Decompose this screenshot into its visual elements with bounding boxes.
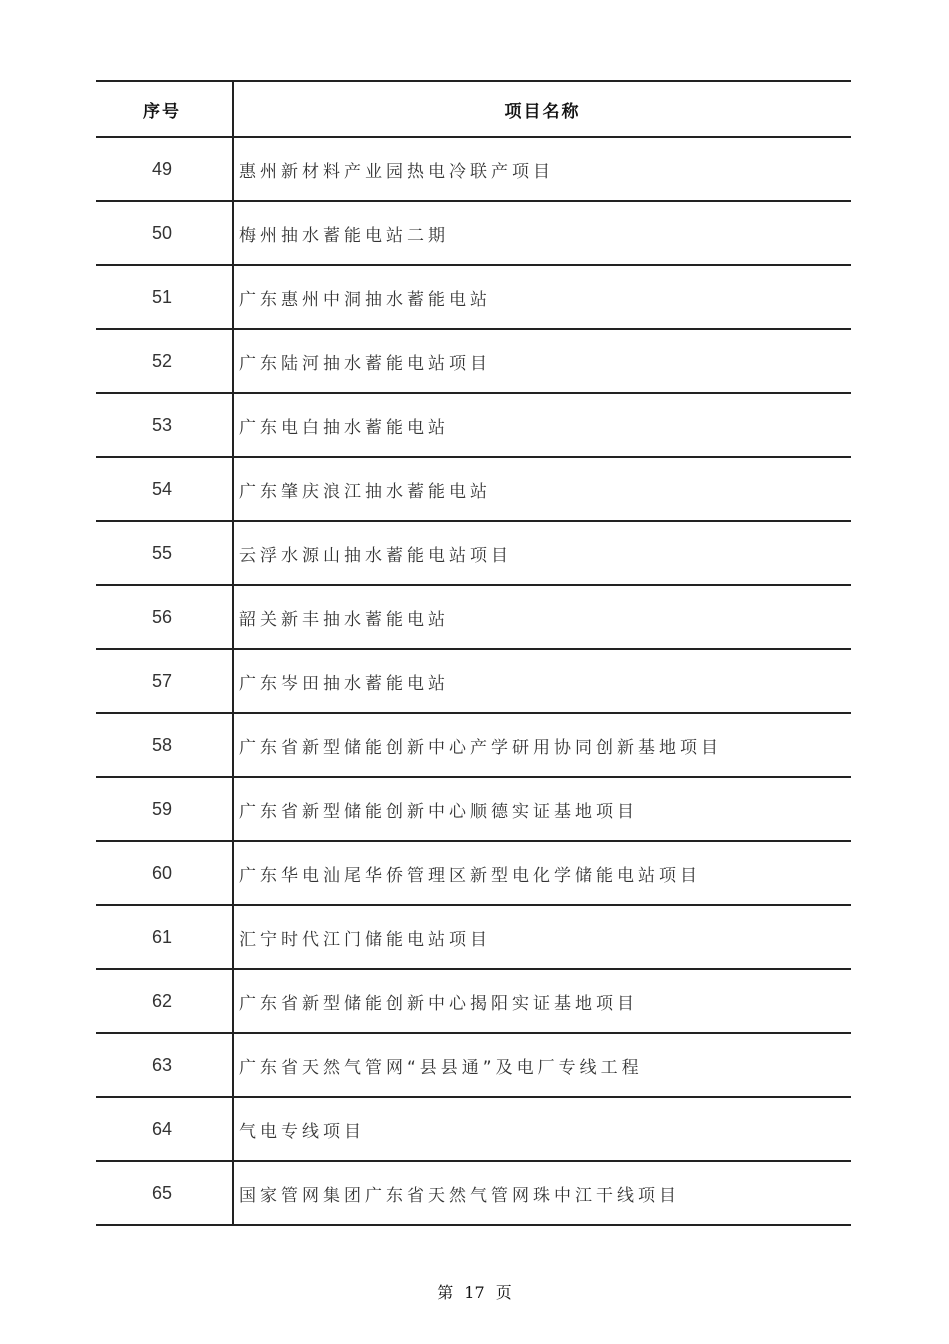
row-project-name: 广东电白抽水蓄能电站	[233, 393, 851, 457]
row-serial-number: 49	[96, 137, 233, 201]
row-project-name: 韶关新丰抽水蓄能电站	[233, 585, 851, 649]
project-table	[96, 80, 851, 1226]
row-serial-number: 64	[96, 1097, 233, 1161]
row-project-name: 云浮水源山抽水蓄能电站项目	[233, 521, 851, 585]
table-row	[96, 201, 851, 265]
row-serial-number: 50	[96, 201, 233, 265]
row-serial-number: 57	[96, 649, 233, 713]
row-project-name: 广东省新型储能创新中心产学研用协同创新基地项目	[233, 713, 851, 777]
row-serial-number: 54	[96, 457, 233, 521]
table-row	[96, 457, 851, 521]
row-project-name: 广东岑田抽水蓄能电站	[233, 649, 851, 713]
row-serial-number: 56	[96, 585, 233, 649]
row-project-name: 广东惠州中洞抽水蓄能电站	[233, 265, 851, 329]
row-serial-number: 59	[96, 777, 233, 841]
table-row	[96, 649, 851, 713]
table-row	[96, 1097, 851, 1161]
row-project-name: 广东肇庆浪江抽水蓄能电站	[233, 457, 851, 521]
table-row	[96, 713, 851, 777]
table-row	[96, 521, 851, 585]
table-row	[96, 841, 851, 905]
header-serial-number: 序号	[96, 81, 233, 137]
row-serial-number: 53	[96, 393, 233, 457]
table-row	[96, 1033, 851, 1097]
row-project-name: 广东省新型储能创新中心顺德实证基地项目	[233, 777, 851, 841]
row-serial-number: 55	[96, 521, 233, 585]
row-project-name: 广东省新型储能创新中心揭阳实证基地项目	[233, 969, 851, 1033]
table-row	[96, 585, 851, 649]
row-project-name: 国家管网集团广东省天然气管网珠中江干线项目	[233, 1161, 851, 1225]
row-serial-number: 61	[96, 905, 233, 969]
page-number: 第 17 页	[437, 1283, 512, 1302]
row-serial-number: 65	[96, 1161, 233, 1225]
table-row	[96, 393, 851, 457]
row-serial-number: 63	[96, 1033, 233, 1097]
row-project-name: 广东省天然气管网“县县通”及电厂专线工程	[233, 1033, 851, 1097]
row-project-name: 广东陆河抽水蓄能电站项目	[233, 329, 851, 393]
row-serial-number: 62	[96, 969, 233, 1033]
table-row	[96, 969, 851, 1033]
header-project-name: 项目名称	[233, 81, 851, 137]
table-row	[96, 329, 851, 393]
row-project-name: 气电专线项目	[233, 1097, 851, 1161]
row-project-name: 汇宁时代江门储能电站项目	[233, 905, 851, 969]
row-project-name: 惠州新材料产业园热电冷联产项目	[233, 137, 851, 201]
table-row	[96, 137, 851, 201]
table-body	[96, 137, 851, 1225]
table-row	[96, 1161, 851, 1225]
row-serial-number: 58	[96, 713, 233, 777]
row-serial-number: 51	[96, 265, 233, 329]
table-row	[96, 777, 851, 841]
table-header-row	[96, 81, 851, 137]
row-serial-number: 60	[96, 841, 233, 905]
table-row	[96, 265, 851, 329]
row-project-name: 梅州抽水蓄能电站二期	[233, 201, 851, 265]
table-row	[96, 905, 851, 969]
row-serial-number: 52	[96, 329, 233, 393]
row-project-name: 广东华电汕尾华侨管理区新型电化学储能电站项目	[233, 841, 851, 905]
